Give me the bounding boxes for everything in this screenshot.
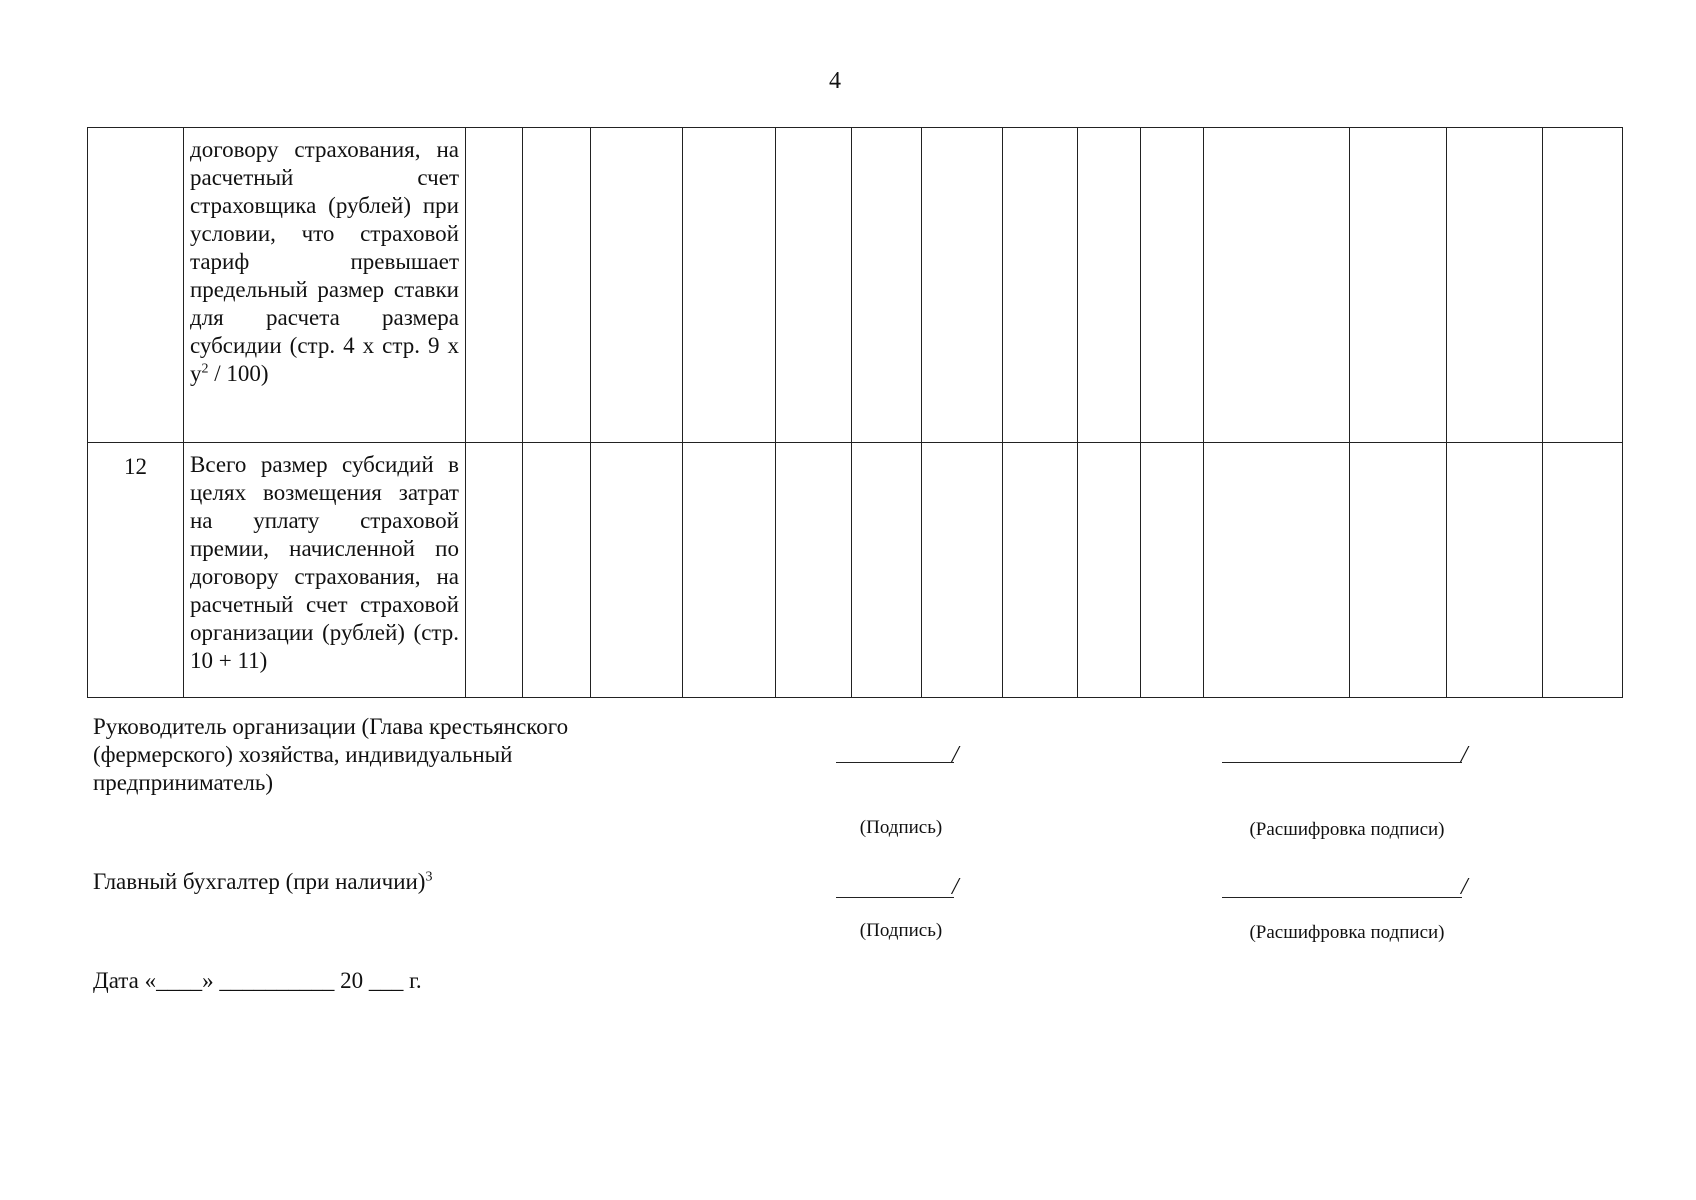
subsidy-table (87, 127, 1623, 698)
value-cell[interactable] (466, 128, 523, 443)
accountant-decode-line[interactable] (1222, 897, 1462, 898)
head-signature-caption: (Подпись) (859, 817, 943, 838)
value-cell[interactable] (852, 443, 922, 698)
date-line: Дата «____» __________ 20 ___ г. (93, 968, 422, 993)
head-decode-slash: / (1461, 742, 1468, 768)
value-cell[interactable] (466, 443, 523, 698)
table-row (88, 128, 1623, 443)
accountant-decode-slash: / (1461, 874, 1468, 900)
value-cell[interactable] (1204, 128, 1350, 443)
value-cell[interactable] (1543, 443, 1623, 698)
value-cell[interactable] (922, 443, 1003, 698)
value-cell[interactable] (1003, 128, 1078, 443)
value-cell[interactable] (591, 128, 683, 443)
row-description-cell: Всего размер субсидий в целях возмещения затрат на уплату страховой премии, начисленной по договору страхования, на расчетный счет страховой организации (рублей) (стр. 10 + 11) (184, 443, 466, 698)
value-cell[interactable] (1543, 128, 1623, 443)
value-cell[interactable] (683, 443, 776, 698)
row-description-tail: / 100) (208, 361, 269, 386)
superscript: 2 (201, 361, 209, 377)
head-signature-slash: / (952, 742, 959, 768)
accountant-signature-line[interactable] (836, 897, 954, 898)
accountant-signature-caption: (Подпись) (859, 920, 943, 941)
value-cell[interactable] (523, 443, 591, 698)
accountant-decode-caption: (Расшифровка подписи) (1249, 922, 1445, 943)
value-cell[interactable] (776, 128, 852, 443)
value-cell[interactable] (776, 443, 852, 698)
value-cell[interactable] (1350, 128, 1447, 443)
accountant-signature-slash: / (952, 874, 959, 900)
value-cell[interactable] (523, 128, 591, 443)
superscript: 3 (425, 869, 433, 885)
head-signature-line[interactable] (836, 762, 954, 763)
value-cell[interactable] (922, 128, 1003, 443)
page-number: 4 (829, 68, 841, 94)
value-cell[interactable] (1078, 443, 1141, 698)
row-number-cell (88, 128, 184, 443)
accountant-label-text: Главный бухгалтер (при наличии) (93, 869, 426, 894)
accountant-signature-label (93, 868, 513, 896)
value-cell[interactable] (683, 128, 776, 443)
row-description-cell (184, 128, 466, 443)
head-decode-line[interactable] (1222, 762, 1462, 763)
value-cell[interactable] (852, 128, 922, 443)
value-cell[interactable] (1447, 128, 1543, 443)
row-number-cell: 12 (88, 443, 184, 698)
head-signature-label: Руководитель организации (Глава крестьянского (фермерского) хозяйства, индивидуальный предприниматель) (93, 714, 569, 795)
value-cell[interactable] (1141, 443, 1204, 698)
value-cell[interactable] (1078, 128, 1141, 443)
value-cell[interactable] (591, 443, 683, 698)
head-decode-caption: (Расшифровка подписи) (1249, 819, 1445, 840)
value-cell[interactable] (1141, 128, 1204, 443)
row-description-text: договору страхования, на расчетный счет страховщика (рублей) при условии, что страховой тариф превышает предельный размер ставки для расчета размера субсидии (стр. 4 х стр. 9 х y (190, 137, 459, 386)
value-cell[interactable] (1204, 443, 1350, 698)
value-cell[interactable] (1350, 443, 1447, 698)
table-row (88, 443, 1623, 698)
value-cell[interactable] (1447, 443, 1543, 698)
value-cell[interactable] (1003, 443, 1078, 698)
